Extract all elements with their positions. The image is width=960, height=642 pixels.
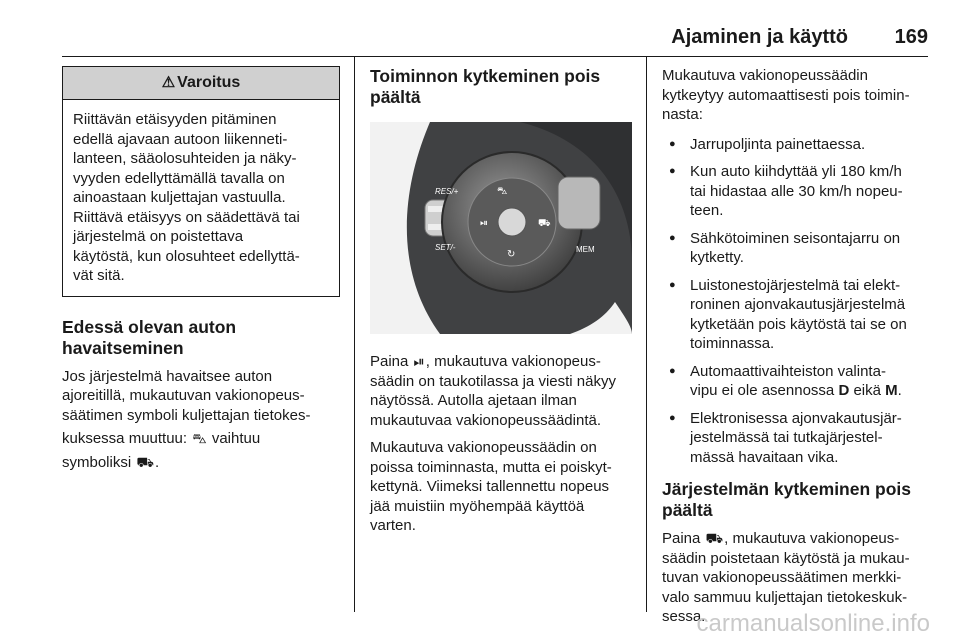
paragraph: Paina ⏯, mukautuva vakionopeus- säädin on taukotilassa ja viesti näkyy näytössä. Autolla ajetaan ilman mukautuvaa vakionopeussäädintä. bbox=[370, 353, 616, 429]
list-item: ● Automaattivaihteiston valinta- vipu ei ole asennossa D eikä M. bbox=[662, 362, 932, 401]
paragraph: Jos järjestelmä havaitsee auton ajoreitillä, mukautuvan vakionopeus- säätimen symboli kuljettajan tietokes- kuksessa muuttuu: ⛍ vaihtuu symboliksi ⛟. bbox=[62, 367, 311, 471]
page-number: 169 bbox=[894, 26, 928, 48]
cruise-vehicle-icon: ⛍ bbox=[192, 430, 207, 446]
svg-text:⛟: ⛟ bbox=[538, 218, 551, 229]
cruise-vehicle-detected-icon: ⛟ bbox=[136, 453, 154, 470]
steering-wheel-controls-image bbox=[370, 122, 632, 334]
warning-icon: ⚠ bbox=[161, 74, 176, 91]
section-heading: Toiminnon kytkeminen pois päältä bbox=[370, 66, 601, 107]
svg-text:⏯: ⏯ bbox=[480, 218, 488, 229]
list-item: ● Sähkötoiminen seisontajarru on kytketty. bbox=[662, 229, 932, 268]
warning-line: vät sitä. bbox=[73, 267, 125, 284]
svg-text:↻: ↻ bbox=[507, 249, 516, 260]
column-left bbox=[62, 66, 340, 480]
warning-box bbox=[62, 66, 340, 297]
bullet-list bbox=[662, 135, 932, 468]
paragraph: Paina ⛟, mukautuva vakionopeus- säädin poistetaan käytöstä ja mukau- tuvan vakionopeussäätimen merkki- valo sammuu kuljettajan tietokeskuk- sessa. bbox=[662, 530, 910, 625]
warning-line: lanteen, sääolosuhteiden ja näky- bbox=[73, 150, 297, 167]
watermark: carmanualsonline.info bbox=[696, 610, 930, 637]
paragraph: Mukautuva vakionopeussäädin on poissa toiminnasta, mutta ei poiskyt- kettynä. Viimeksi tallennettu nopeus jää muistiin myöhempää käyttöä varten. bbox=[370, 439, 612, 534]
warning-header bbox=[63, 67, 339, 100]
warning-line: järjestelmä on poistettava bbox=[73, 228, 244, 245]
column-divider bbox=[354, 56, 355, 612]
pause-cruise-icon: ⏯ bbox=[413, 353, 425, 369]
mem-label: MEM bbox=[576, 245, 595, 254]
svg-text:⛍: ⛍ bbox=[497, 186, 508, 197]
warning-line: Riittävä etäisyys on säädettävä tai bbox=[73, 208, 300, 226]
warning-title: Varoitus bbox=[177, 74, 241, 91]
section-heading: Edessä olevan auton havaitseminen bbox=[62, 316, 237, 358]
list-item: ● Luistonestojärjestelmä tai elekt- roninen ajonvakautusjärjestelmä kytketään pois käytöstä tai se on toiminnassa. bbox=[662, 276, 932, 354]
warning-line: ainoastaan kuljettajan vastuulla. bbox=[73, 189, 286, 206]
warning-body bbox=[63, 100, 339, 296]
cruise-off-icon: ⛟ bbox=[705, 530, 724, 546]
warning-line: edellä ajavaan autoon liikenneti- bbox=[73, 130, 288, 148]
header-rule bbox=[62, 56, 928, 57]
list-item: ● Elektronisessa ajonvakautusjär- jestelmässä tai tutkajärjestel- mässä havaitaan vika. bbox=[662, 409, 932, 468]
warning-line: vyyden edellyttämällä tavalla on bbox=[73, 169, 285, 187]
column-right bbox=[662, 66, 932, 635]
list-item: ● Jarrupoljinta painettaessa. bbox=[662, 135, 932, 155]
steering-wheel-illustration bbox=[370, 122, 632, 334]
section-heading: Järjestelmän kytkeminen pois päältä bbox=[662, 479, 911, 520]
warning-line: Riittävän etäisyyden pitäminen bbox=[73, 111, 277, 128]
res-label: RES/+ bbox=[435, 187, 459, 196]
set-label: SET/- bbox=[435, 243, 456, 252]
list-item: ● Kun auto kiihdyttää yli 180 km/h tai hidastaa alle 30 km/h nopeu- teen. bbox=[662, 162, 932, 221]
column-divider bbox=[646, 56, 647, 612]
warning-line: käytöstä, kun olosuhteet edellyttä- bbox=[73, 247, 300, 265]
header-title: Ajaminen ja käyttö bbox=[671, 26, 848, 48]
paragraph: Mukautuva vakionopeussäädin kytkeytyy automaattisesti pois toimin- nasta: bbox=[662, 67, 910, 123]
column-middle bbox=[370, 66, 635, 544]
